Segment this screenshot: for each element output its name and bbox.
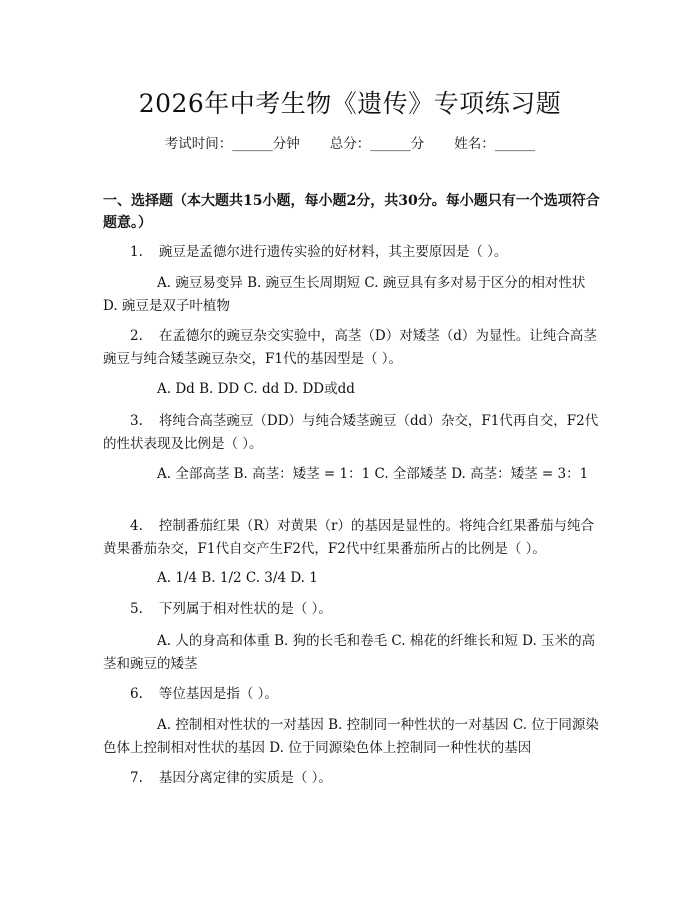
question-6-options: A. 控制相对性状的一对基因 B. 控制同一种性状的一对基因 C. 位于同源染色体上控制相对性状的基因 D. 位于同源染色体上控制同一种性状的基因	[103, 717, 599, 756]
student-name-field: 姓名：______	[454, 136, 536, 152]
question-number: 3.	[130, 413, 143, 429]
exam-info-line	[0, 132, 700, 152]
question-1	[103, 241, 600, 264]
question-4-options: A. 1/4 B. 1/2 C. 3/4 D. 1	[157, 570, 318, 586]
question-text: 豌豆是孟德尔进行遗传实验的好材料，其主要原因是（ ）。	[158, 244, 508, 260]
question-number: 1.	[130, 244, 143, 260]
total-score-field: 总分：______分	[329, 136, 425, 152]
question-number: 5.	[130, 601, 143, 617]
question-5-options: A. 人的身高和体重 B. 狗的长毛和卷毛 C. 棉花的纤维长和短 D. 玉米的高茎和豌豆的矮茎	[103, 633, 596, 672]
question-number: 2.	[130, 328, 143, 344]
question-text: 在孟德尔的豌豆杂交实验中，高茎（D）对矮茎（d）为显性。让纯合高茎豌豆与纯合矮茎豌豆杂交，F1代的基因型是（ ）。	[103, 328, 597, 367]
exam-time-field: 考试时间：______分钟	[164, 136, 300, 152]
question-3-options: A. 全部高茎 B. 高茎：矮茎 = 1：1 C. 全部矮茎 D. 高茎：矮茎 = 3：1	[157, 466, 589, 482]
question-text: 下列属于相对性状的是（ ）。	[158, 601, 332, 617]
page-title: 2026年中考生物《遗传》专项练习题	[138, 89, 562, 118]
question-2-options: A. Dd B. DD C. dd D. DD或dd	[157, 381, 355, 397]
question-number: 7.	[130, 770, 143, 786]
question-4	[103, 515, 600, 561]
question-text: 控制番茄红果（R）对黄果（r）的基因是显性的。将纯合红果番茄与纯合黄果番茄杂交，F1代自交产生F2代，F2代中红果番茄所占的比例是（ ）。	[103, 518, 595, 557]
question-6	[103, 683, 600, 706]
question-5	[103, 598, 600, 621]
question-number: 4.	[130, 518, 143, 534]
question-2	[103, 325, 600, 371]
question-text: 等位基因是指（ ）。	[158, 686, 278, 702]
question-text: 将纯合高茎豌豆（DD）与纯合矮茎豌豆（dd）杂交，F1代再自交，F2代的性状表现及比例是（ ）。	[103, 413, 599, 452]
question-1-options: A. 豌豆易变异 B. 豌豆生长周期短 C. 豌豆具有多对易于区分的相对性状 D. 豌豆是双子叶植物	[103, 275, 586, 314]
question-number: 6.	[130, 686, 143, 702]
question-3	[103, 410, 600, 456]
question-text: 基因分离定律的实质是（ ）。	[158, 770, 332, 786]
section-heading-choice: 一、选择题（本大题共15小题，每小题2分，共30分。每小题只有一个选项符合题意。）	[103, 193, 600, 231]
question-7	[103, 767, 600, 790]
